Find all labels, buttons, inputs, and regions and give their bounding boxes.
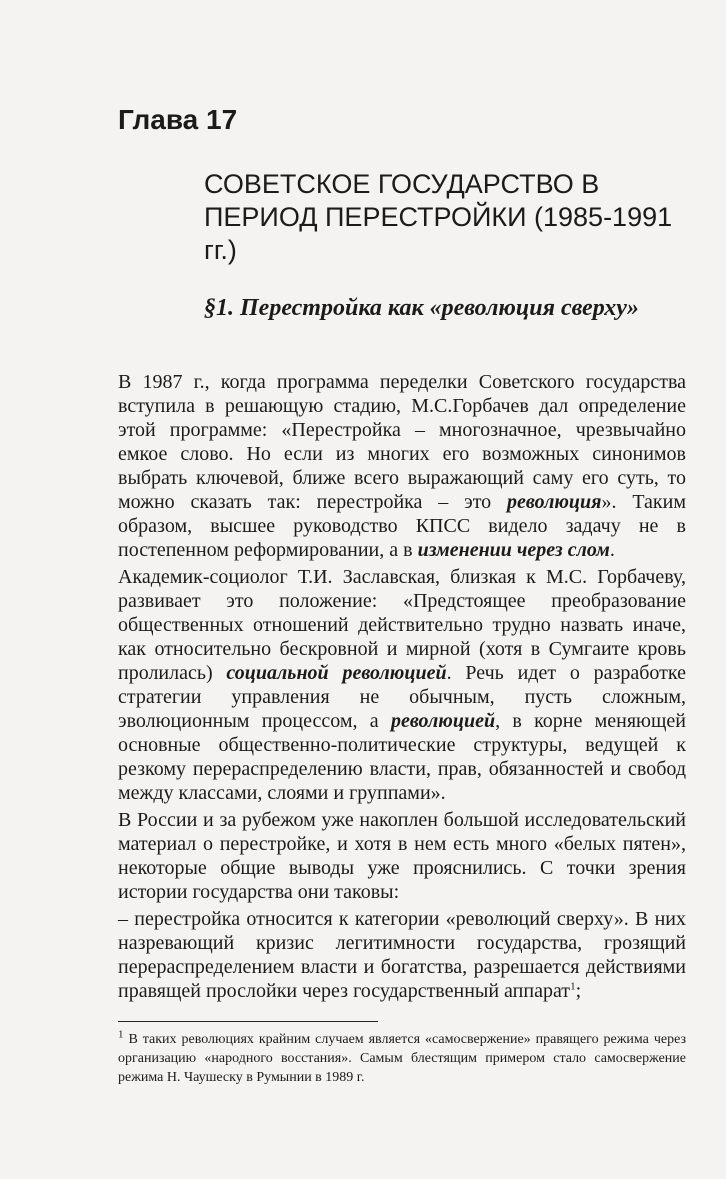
paragraph-4: – перестройка относится к категории «революций сверху». В них назревающий кризис легитимности государства, грозящий перераспределением власти и богатства, разрешается действиями правящей прослойки через государственный аппарат$^1$; bbox=[118, 908, 686, 1002]
footnote-number: 1 bbox=[118, 1028, 124, 1041]
emphasis-social-revolution: социальной революцией bbox=[226, 662, 447, 684]
footnote: $^1$ В таких революциях крайним случаем является «самосвержение» правящего режима через организацию «народного восстания». Самым блестящим примером стало самосвержение режима Н. Чаушеску в Румынии в 1989 г. bbox=[118, 1028, 686, 1085]
emphasis-revolution: революция bbox=[507, 491, 602, 513]
chapter-title: СОВЕТСКОЕ ГОСУДАРСТВО В ПЕРИОД ПЕРЕСТРОЙКИ (1985-1991 гг.) bbox=[204, 169, 673, 265]
section-title: §1. Перестройка как «революция сверху» bbox=[204, 295, 639, 321]
paragraph-2: Академик-социолог Т.И. Заславская, близкая к М.С. Горбачеву, развивает это положение: «Предстоящее преобразование общественных отношений действительно трудно назвать иначе, как относительно бескровной и мирной (хотя в Сумгаите кровь пролилась) социальной революцией. Речь идет о разработке стратегии управления не обычным, пусть сложным, эволюционным процессом, а революцией, в корне меняющей основные общественно-политические структуры, ведущей к резкому перераспределению власти, прав, обязанностей и свобод между классами, слоями и группами». bbox=[118, 566, 686, 804]
body-text bbox=[118, 370, 686, 1006]
emphasis-revolution-2: революцией bbox=[390, 710, 496, 732]
chapter-number: Глава 17 bbox=[118, 104, 238, 135]
footnote-divider bbox=[118, 1021, 378, 1022]
paragraph-3: В России и за рубежом уже накоплен большой исследовательский материал о перестройке, и хотя в нем есть много «белых пятен», некоторые общие выводы уже прояснились. С точки зрения истории государства они таковы: bbox=[118, 809, 686, 903]
footnote-ref: 1 bbox=[570, 980, 576, 993]
paragraph-1: В 1987 г., когда программа переделки Советского государства вступила в решающую стадию, М.С.Горбачев дал определение этой программе: «Перестройка – многозначное, чрезвычайно емкое слово. Но если из многих его возможных синонимов выбрать ключевой, ближе всего выражающий саму его суть, то можно сказать так: перестройка – это революция». Таким образом, высшее руководство КПСС видело задачу не в постепенном реформировании, а в изменении через слом. bbox=[118, 371, 686, 561]
emphasis-change-through-break: изменении через слом bbox=[417, 539, 610, 561]
